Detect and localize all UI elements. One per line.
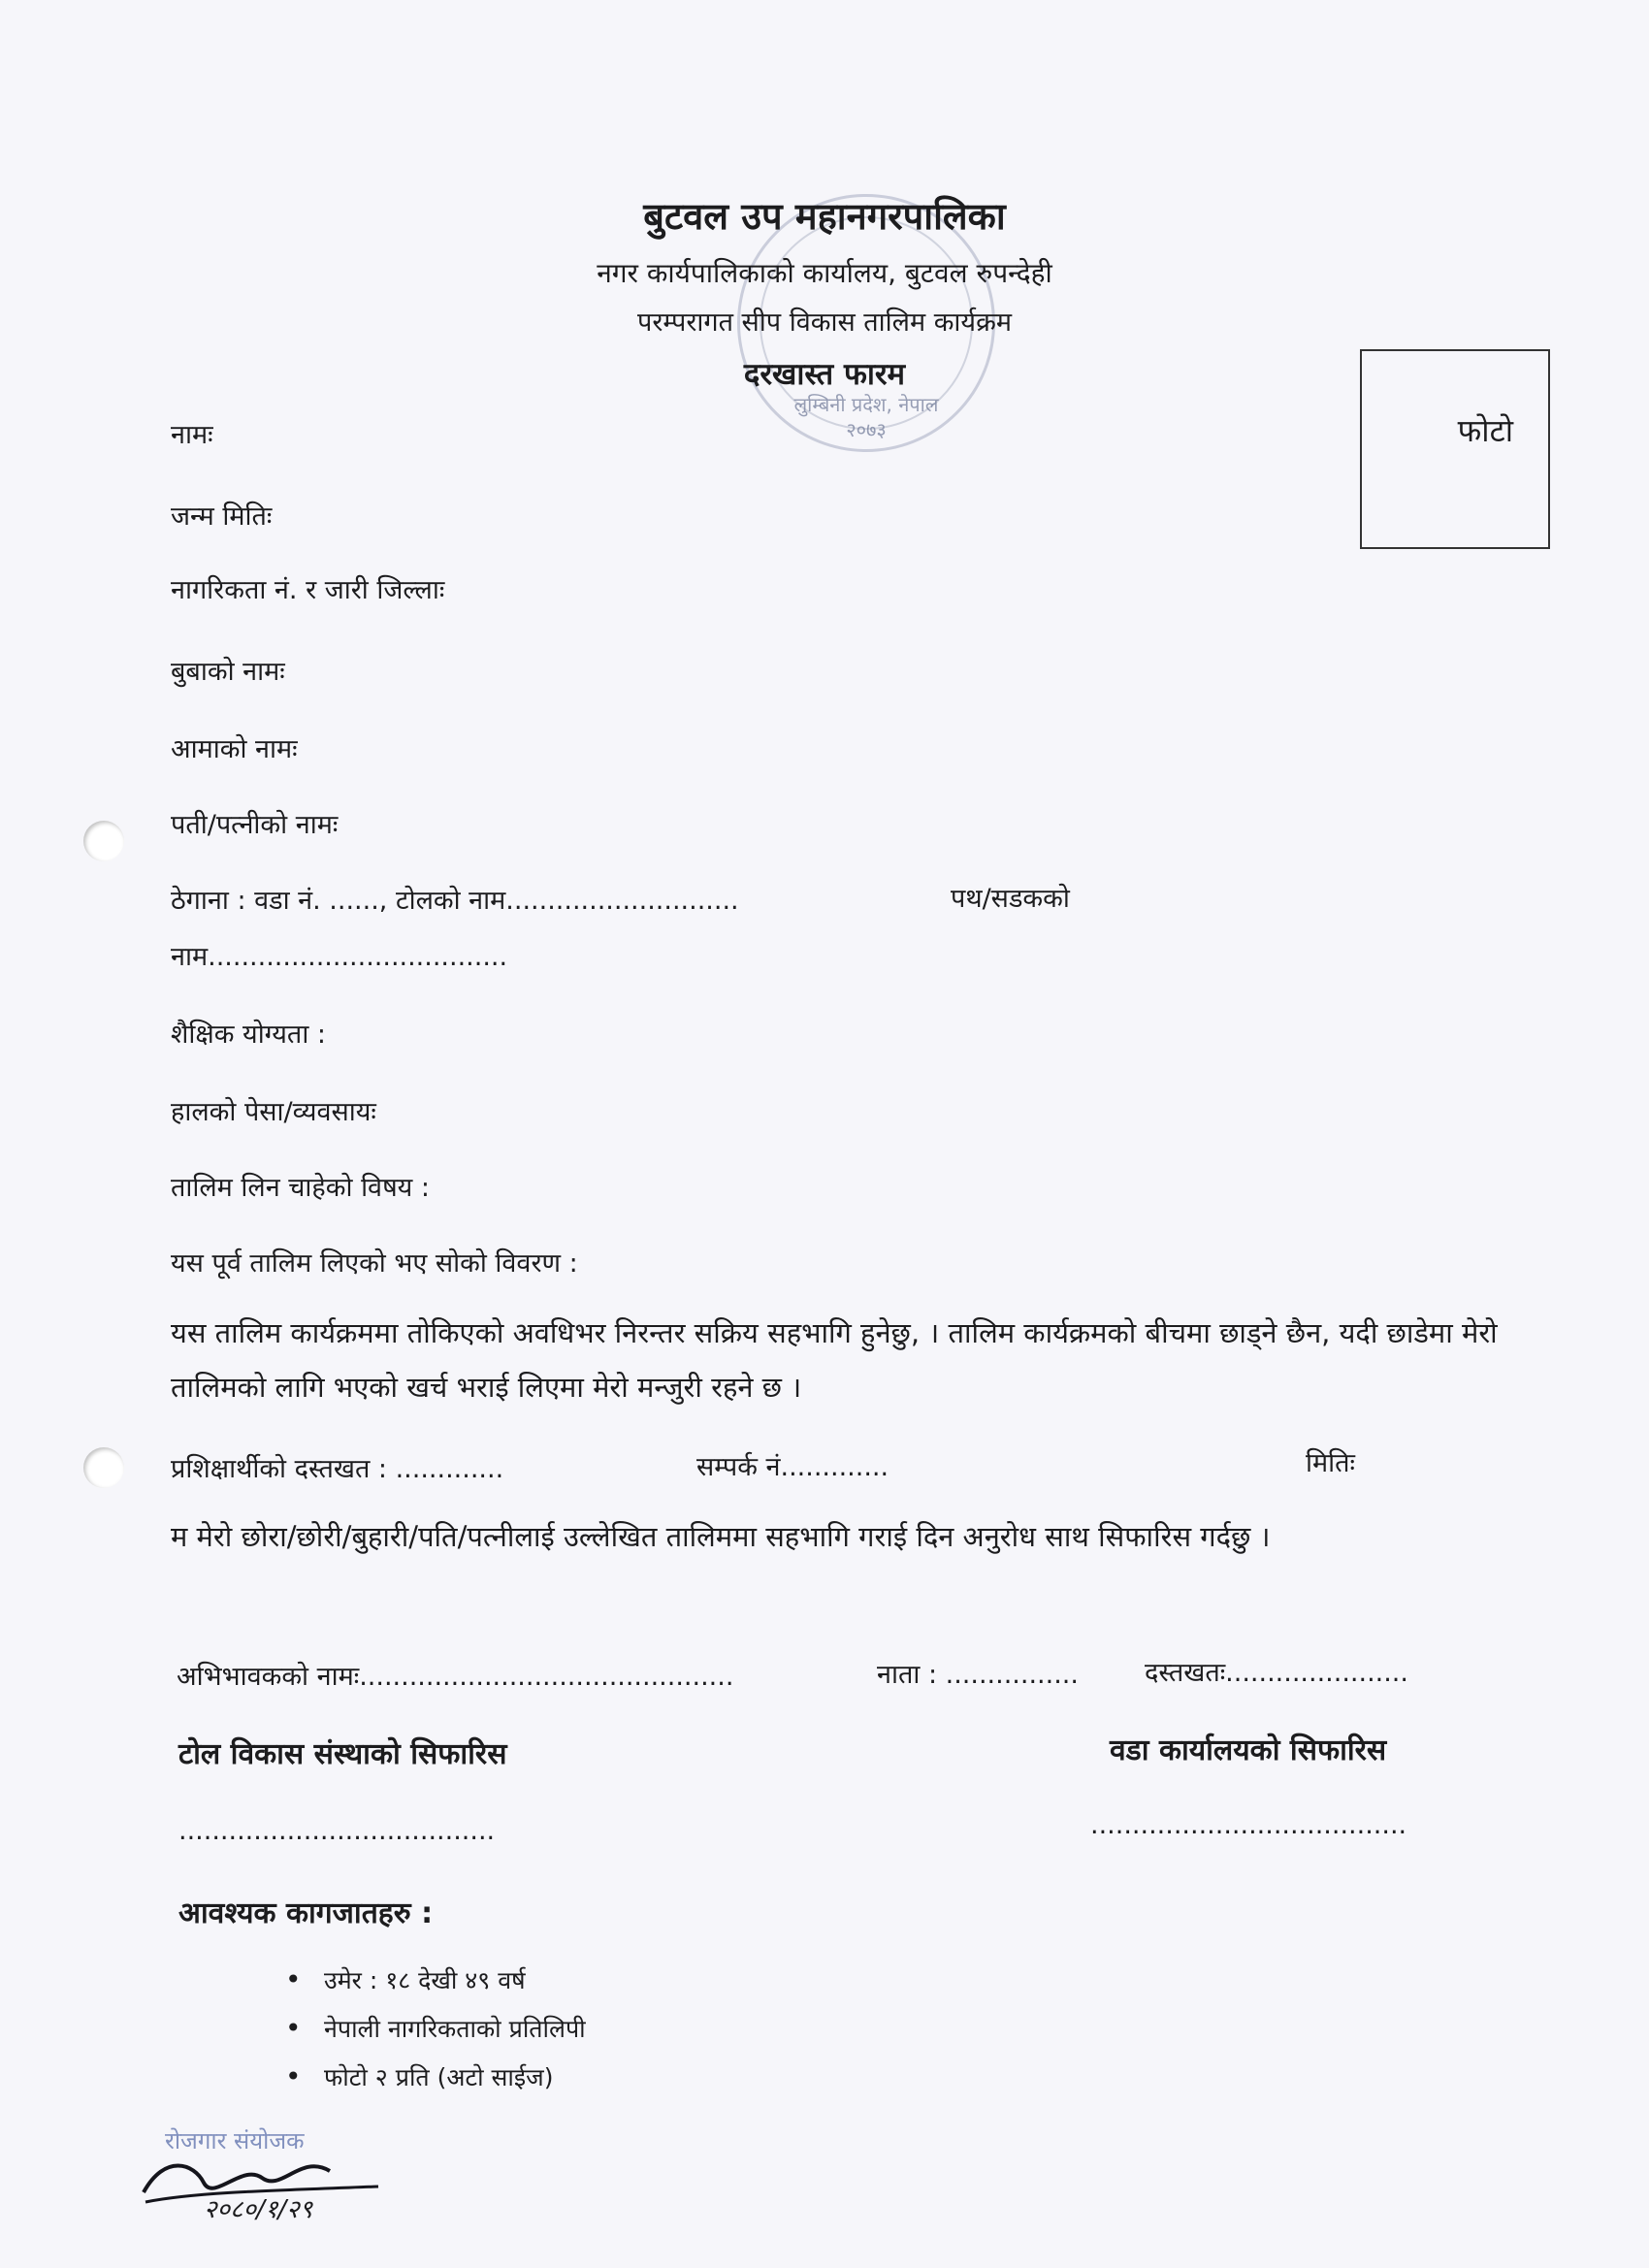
field-spouse-name[interactable]: पती/पत्नीको नामः: [171, 810, 339, 840]
field-occupation[interactable]: हालको पेसा/व्यवसायः: [171, 1097, 376, 1127]
ward-signature-line[interactable]: ......................................: [1090, 1810, 1407, 1840]
photo-label: फोटो: [1457, 412, 1513, 449]
municipality-title: बुटवल उप महानगरपालिका: [643, 195, 1006, 238]
field-previous-training[interactable]: यस पूर्व तालिम लिएको भए सोको विवरण :: [171, 1248, 578, 1279]
trainee-date[interactable]: मितिः: [1306, 1448, 1355, 1478]
field-father-name[interactable]: बुबाको नामः: [171, 657, 285, 687]
stamp-text: रोजगार संयोजक: [165, 2127, 305, 2155]
field-dob[interactable]: जन्म मितिः: [171, 502, 273, 532]
punch-hole: [83, 821, 124, 861]
field-training-subject[interactable]: तालिम लिन चाहेको विषय :: [171, 1173, 431, 1203]
field-name[interactable]: नामः: [171, 420, 213, 450]
field-mother-name[interactable]: आमाको नामः: [171, 734, 298, 764]
document-item: • फोटो २ प्रति (अटो साईज): [285, 2060, 553, 2093]
seal-text-line1: लुम्बिनी प्रदेश, नेपाल: [793, 393, 939, 416]
guardian-name[interactable]: अभिभावकको नामः.............................................: [177, 1662, 734, 1692]
trainee-signature[interactable]: प्रशिक्षार्थीको दस्तखत : .............: [171, 1454, 504, 1484]
guardian-signature[interactable]: दस्तखतः......................: [1145, 1658, 1408, 1688]
recommendation-text: म मेरो छोरा/छोरी/बुहारी/पति/पत्नीलाई उल्लेखित तालिममा सहभागि गराई दिन अनुरोध साथ सिफारिस गर्दछु ।: [171, 1520, 1271, 1553]
guardian-relation[interactable]: नाता : ................: [877, 1660, 1079, 1690]
field-road-label: पथ/सडकको: [951, 884, 1070, 914]
tole-recommendation-title: टोल विकास संस्थाको सिफारिस: [178, 1737, 507, 1771]
document-item: • नेपाली नागरिकताको प्रतिलिपी: [285, 2012, 586, 2045]
ward-recommendation-title: वडा कार्यालयको सिफारिस: [1110, 1733, 1387, 1767]
form-title: दरखास्त फारम: [743, 357, 906, 392]
field-road-name[interactable]: नाम....................................: [171, 942, 508, 972]
program-name: परम्परागत सीप विकास तालिम कार्यक्रम: [637, 308, 1012, 338]
field-citizenship[interactable]: नागरिकता नं. र जारी जिल्लाः: [171, 575, 445, 605]
tole-signature-line[interactable]: ......................................: [178, 1816, 496, 1846]
office-name: नगर कार्यपालिकाको कार्यालय, बुटवल रुपन्देही: [597, 257, 1052, 289]
seal-text-line2: २०७३: [846, 418, 887, 441]
field-education[interactable]: शैक्षिक योग्यता :: [171, 1020, 326, 1050]
punch-hole: [83, 1447, 124, 1488]
documents-title: आवश्यक कागजातहरु :: [178, 1896, 434, 1930]
signature-stamp: [136, 2124, 407, 2231]
photo-box[interactable]: [1360, 349, 1550, 549]
stamp-date: २०८०/१/२९: [204, 2195, 313, 2224]
declaration-text: यस तालिम कार्यक्रममा तोकिएको अवधिभर निरन्तर सक्रिय सहभागि हुनेछु, । तालिम कार्यक्रमको बीचमा छाड्ने छैन, यदी छाडेमा मेरो तालिमको लागि भएको खर्च भराई लिएमा मेरो मन्जुरी रहने छ ।: [171, 1316, 1498, 1404]
trainee-contact[interactable]: सम्पर्क नं.............: [696, 1452, 889, 1482]
document-item: • उमेर : १८ देखी ४९ वर्ष: [285, 1963, 526, 1996]
field-address[interactable]: ठेगाना : वडा नं. ......, टोलको नाम............................: [171, 886, 739, 916]
